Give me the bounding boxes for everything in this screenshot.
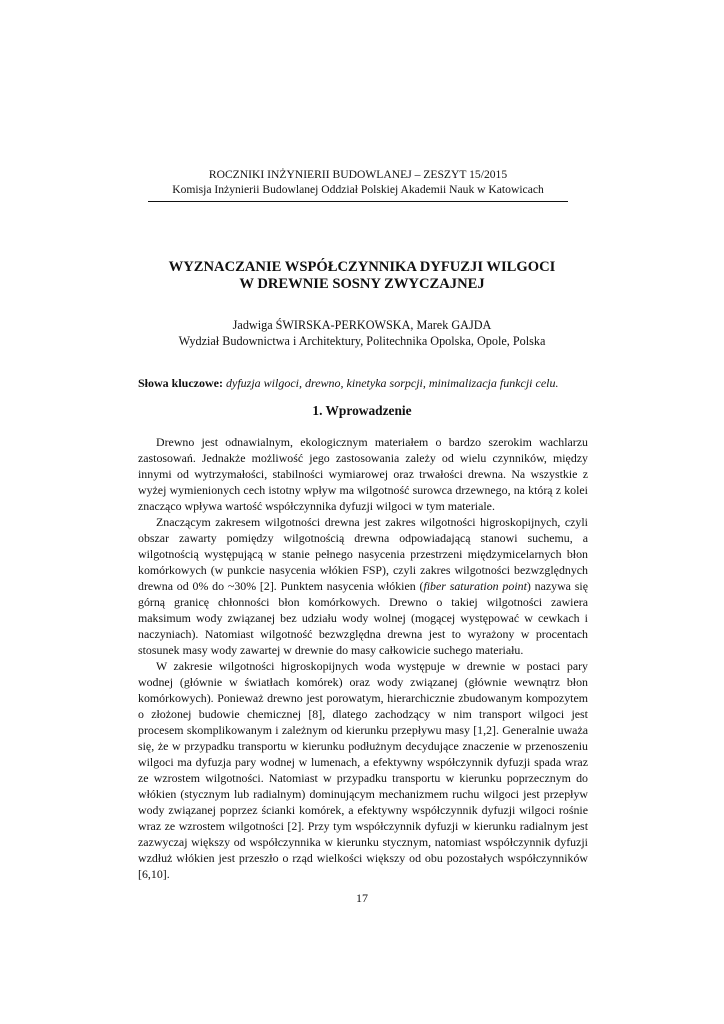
body-text	[138, 434, 588, 882]
paragraph-3: W zakresie wilgotności higroskopijnych woda występuje w drewnie w postaci pary wodnej (głównie w światłach komórek) oraz wody związanej (głównie wewnątrz błon komórkowych). Ponieważ drewno jest porowatym, hierarchicznie zbudowanym kompozytem o złożonej budowie chemicznej [8], dlatego zachodzący w nim transport wilgoci jest procesem skomplikowanym i zależnym od kierunku przepływu masy [1,2]. Generalnie uważa się, że w przypadku transportu w kierunku podłużnym decydujące znaczenie w przenoszeniu wilgoci ma dyfuzja pary wodnej w lumenach, a efektywny współczynnik dyfuzji spada wraz ze wzrostem wilgotności. Natomiast w przypadku transportu w kierunku poprzecznym do włókien (stycznym lub radialnym) dominującym mechanizmem ruchu wilgoci jest przepływ wody związanej poprzez ścianki komórek, a efektywny współczynnik dyfuzji wilgoci rośnie wraz ze wzrostem wilgotności [2]. Przy tym współczynnik dyfuzji w kierunku radialnym jest zazwyczaj większy od współczynnika w kierunku stycznym, natomiast współczynnik dyfuzji wzdłuż włókien jest przeszło o rząd wielkości większy od obu pozostałych współczynników [6,10].	[138, 659, 588, 881]
author-block	[100, 318, 624, 349]
paper-title-line-2: W DREWNIE SOSNY ZWYCZAJNEJ	[239, 276, 485, 292]
author-names: Jadwiga ŚWIRSKA-PERKOWSKA, Marek GAJDA	[232, 318, 492, 332]
paragraph-2-part-1: Znaczącym zakresem wilgotności drewna jest zakres wilgotności higroskopijnych, czyli obszar zawarty pomiędzy wilgotnością drewna odpowiadającą stanowi suchemu, a wilgotnością występującą w stanie pełnego nasycenia przestrzeni międzymicelarnych błon komórkowych (w punkcie nasycenia włókien FSP), czyli zakres wilgotności bezwzględnych drewna od 0% do ~30% [2]. Punktem nasycenia włókien (	[138, 515, 588, 593]
journal-title-line: ROCZNIKI INŻYNIERII BUDOWLANEJ – ZESZYT 15/2015	[208, 168, 508, 181]
paragraph-2-italic-term: fiber saturation point	[423, 579, 527, 593]
paragraph-1: Drewno jest odnawialnym, ekologicznym materiałem o bardzo szerokim wachlarzu zastosowań. Jednakże możliwość jego zastosowania zależy od wielu czynników, między innymi od wytrzymałości, stabilności wymiarowej oraz trwałości drewna. Na wszystkie z wyżej wymienionych cech istotny wpływ ma wilgotność surowca drzewnego, na którą z kolei znacząco wpływa wartość współczynnika dyfuzji wilgoci w tym materiale.	[138, 435, 588, 513]
keywords-label: Słowa kluczowe:	[138, 376, 223, 390]
journal-publisher-line: Komisja Inżynierii Budowlanej Oddział Polskiej Akademii Nauk w Katowicach	[172, 183, 544, 196]
paper-title-line-1: WYZNACZANIE WSPÓŁCZYNNIKA DYFUZJI WILGOCI	[168, 259, 556, 275]
page-number: 17	[356, 891, 368, 905]
keywords-text: dyfuzja wilgoci, drewno, kinetyka sorpcji, minimalizacja funkcji celu.	[226, 376, 559, 390]
author-affiliation: Wydział Budownictwa i Architektury, Politechnika Opolska, Opole, Polska	[178, 333, 546, 348]
journal-header	[148, 167, 568, 197]
paragraph-2	[138, 514, 588, 658]
keywords	[138, 376, 588, 391]
section-heading: 1. Wprowadzenie	[312, 403, 412, 418]
header-rule	[148, 201, 568, 202]
paragraph-2-part-2: ) nazywa się górną granicę chłonności błon komórkowych. Drewno o takiej wilgotności zawiera maksimum wody związanej bez udziału wody wolnej (mogącej występować w cewkach i naczyniach). Natomiast wilgotność bezwzględna drewna jest to wyrażony w procentach stosunek masy wody zawartej w drewnie do masy całkowicie suchego materiału.	[138, 579, 588, 657]
paper-title	[100, 259, 624, 293]
